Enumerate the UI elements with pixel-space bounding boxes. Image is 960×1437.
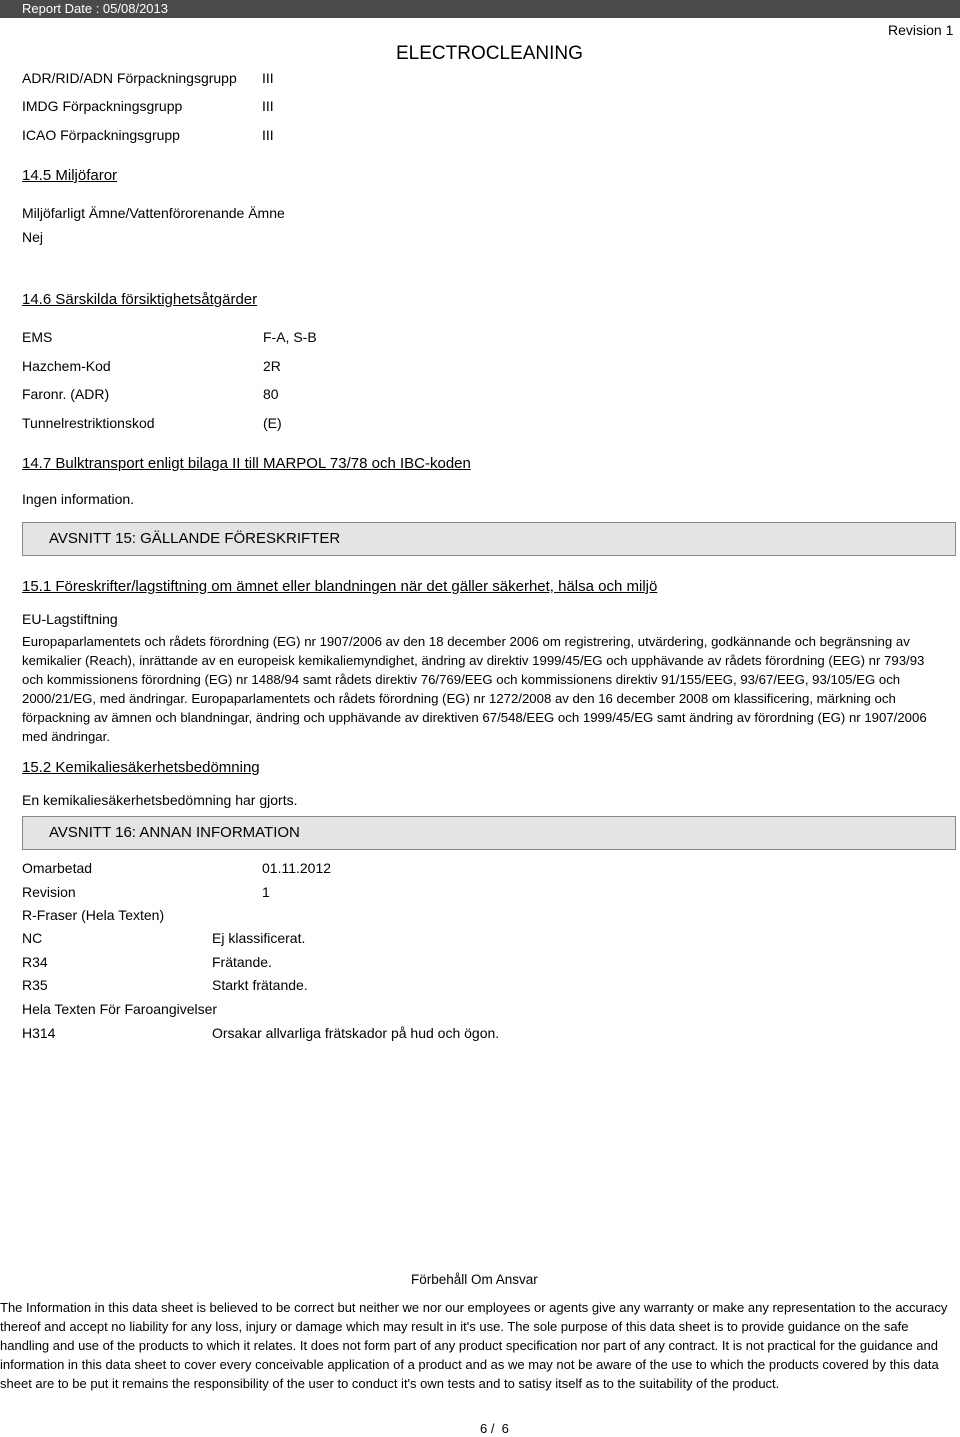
- env-hazard-label: Miljöfarligt Ämne/Vattenförorenande Ämne: [22, 205, 285, 221]
- section-16-header: [22, 816, 956, 850]
- precaution-label: Hazchem-Kod: [22, 358, 111, 374]
- r-phrase-text: Ej klassificerat.: [212, 930, 306, 946]
- section-15-header: [22, 522, 956, 556]
- precaution-label: Tunnelrestriktionskod: [22, 415, 155, 431]
- heading-15-2: 15.2 Kemikaliesäkerhetsbedömning: [22, 759, 260, 776]
- chemical-safety-text: En kemikaliesäkerhetsbedömning har gjorts.: [22, 792, 298, 808]
- eu-legislation-label: EU-Lagstiftning: [22, 611, 118, 627]
- r-phrase-text: Frätande.: [212, 954, 272, 970]
- section-15-title: AVSNITT 15: GÄLLANDE FÖRESKRIFTER: [49, 530, 341, 547]
- eu-legislation-text: Europaparlamentets och rådets förordning (EG) nr 1907/2006 av den 18 december 2006 om registrering, utvärdering, godkännande och begränsning av kemikalier (Reach), inrättande av en europeisk kemikaliemyndighet, ändring av direktiv 1999/45/EG och upphävande av rådets förordning (EEG) nr 793/93 och kommissionens förordning (EG) nr 1488/94 samt rådets direktiv 76/769/EEG och kommissionens direktiv 91/155/EEG, 93/67/EEG, 93/105/EG och 2000/21/EG, med ändringar. Europaparlamentets och rådets förordning (EG) nr 1272/2008 av den 16 december 2008 om klassificering, märkning och förpackning av ämnen och blandningar, ändring och upphävande av direktiven 67/548/EEG och 1999/45/EG samt ändring av förordning (EG) nr 1907/2006 med ändringar.: [22, 634, 927, 744]
- packing-group-label: ADR/RID/ADN Förpackningsgrupp: [22, 70, 237, 86]
- heading-14-5: 14.5 Miljöfaror: [22, 167, 118, 184]
- bulk-transport-text: Ingen information.: [22, 491, 135, 507]
- revised-label: Omarbetad: [22, 860, 93, 876]
- r-phrase-text: Starkt frätande.: [212, 977, 308, 993]
- report-date: Report Date : 05/08/2013: [22, 1, 168, 16]
- hazard-statements-label: Hela Texten För Faroangivelser: [22, 1001, 218, 1017]
- hazard-code: H314: [22, 1025, 56, 1041]
- page-number: 6 / 6: [480, 1421, 509, 1436]
- r-phrase-code: NC: [22, 930, 43, 946]
- precaution-label: Faronr. (ADR): [22, 386, 110, 402]
- header-bar: [0, 0, 960, 18]
- precaution-value: 2R: [263, 358, 281, 374]
- heading-14-7: 14.7 Bulktransport enligt bilaga II till MARPOL 73/78 och IBC-koden: [22, 455, 471, 472]
- packing-group-value: III: [262, 127, 274, 143]
- heading-15-1: 15.1 Föreskrifter/lagstiftning om ämnet eller blandningen när det gäller säkerhet, hälsa och miljö: [22, 578, 658, 595]
- r-phrase-code: R34: [22, 954, 48, 970]
- r-phrase-code: R35: [22, 977, 48, 993]
- revised-value: 01.11.2012: [262, 860, 332, 876]
- disclaimer-text: The Information in this data sheet is believed to be correct but neither we nor our employees or agents give any warranty or make any representation to the accuracy thereof and accept no liability for any loss, injury or damage which may result in it's use. The sole purpose of this data sheet is to provide guidance on the safe handling and use of the products to which it relates. It does not form part of any product specification nor part of any contract. It is not practical for the guidance and information in this data sheet to cover every conceivable application of a product and as we may not be aware of the use to which the products covered by this data sheet are to be put it remains the responsibility of the user to conduct it's own tests and to satisy itself as to the suitability of the product.: [0, 1300, 948, 1391]
- packing-group-label: ICAO Förpackningsgrupp: [22, 127, 180, 143]
- precaution-value: F-A, S-B: [263, 329, 317, 345]
- r-phrases-label: R-Fraser (Hela Texten): [22, 907, 165, 923]
- env-hazard-value: Nej: [22, 229, 44, 245]
- packing-group-value: III: [262, 70, 274, 86]
- packing-group-label: IMDG Förpackningsgrupp: [22, 98, 183, 114]
- heading-14-6: 14.6 Särskilda försiktighetsåtgärder: [22, 291, 258, 308]
- revision-number-value: 1: [262, 884, 270, 900]
- precaution-value: (E): [263, 415, 282, 431]
- hazard-text: Orsakar allvarliga frätskador på hud och ögon.: [212, 1025, 500, 1041]
- precaution-label: EMS: [22, 329, 53, 345]
- product-title: ELECTROCLEANING: [396, 43, 583, 64]
- section-16-title: AVSNITT 16: ANNAN INFORMATION: [49, 824, 300, 841]
- packing-group-value: III: [262, 98, 274, 114]
- revision-number-label: Revision: [22, 884, 76, 900]
- revision-label: Revision 1: [888, 22, 954, 38]
- disclaimer-title: Förbehåll Om Ansvar: [411, 1272, 538, 1287]
- precaution-value: 80: [263, 386, 279, 402]
